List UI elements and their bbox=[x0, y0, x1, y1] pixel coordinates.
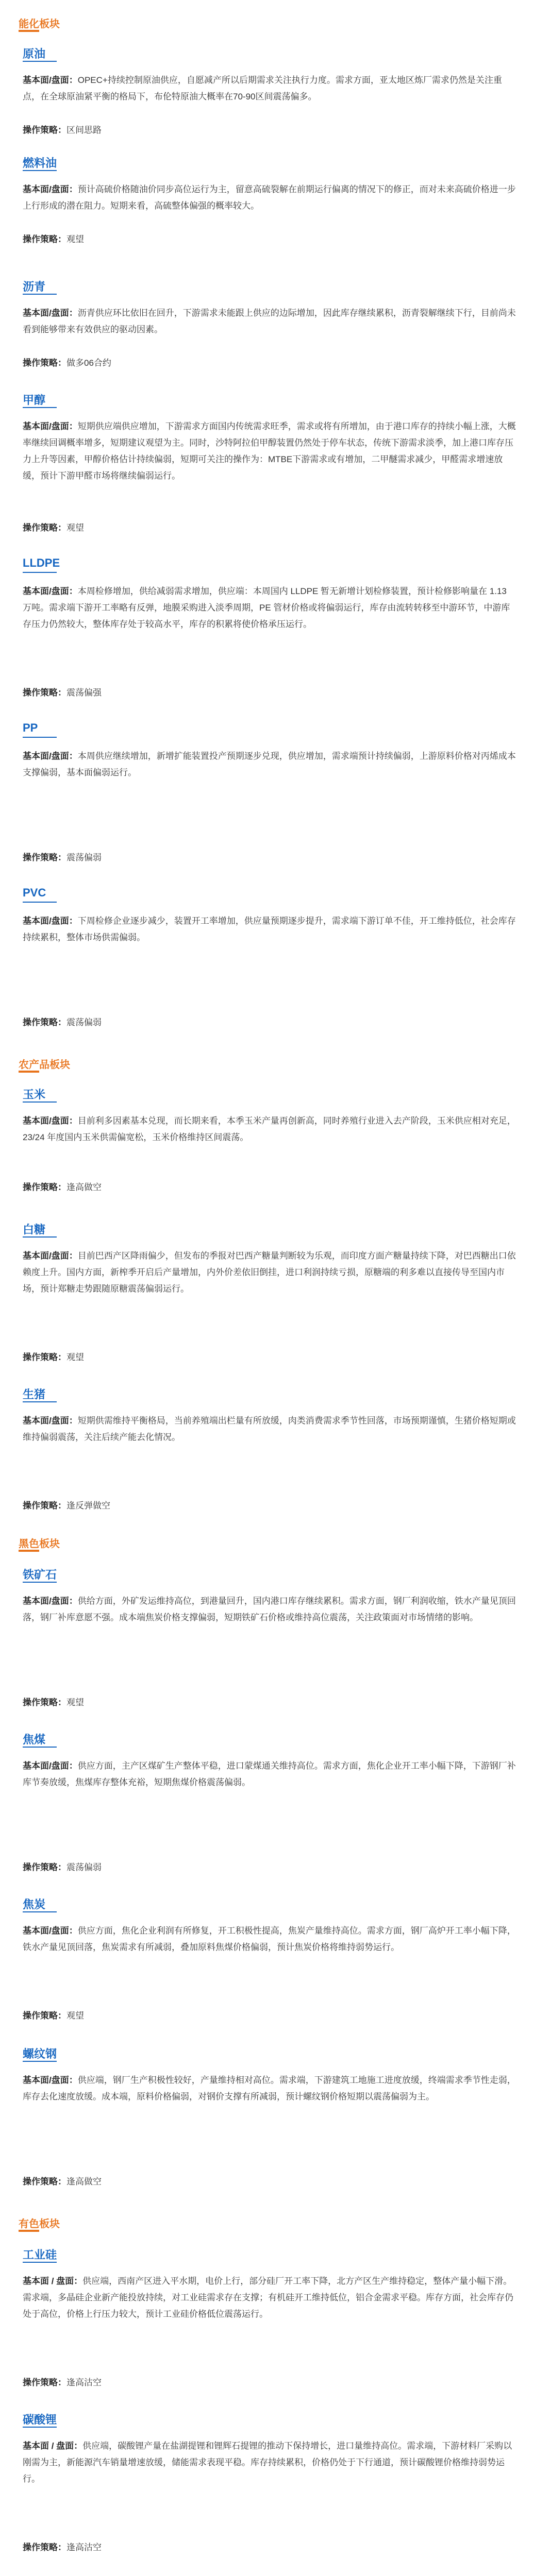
item-text-fuel: 基本面/盘面：预计高硫价格随油价同步高位运行为主，留意高硫裂解在前期运行偏离的情况下的修正，而对未来高硫价格进一步上行形成的潜在阻力。短期来看，高硫整体偏强的概率较大。 bbox=[23, 184, 516, 211]
item-text-methanol: 基本面/盘面：短期供应端供应增加，下游需求方面国内传统需求旺季，需求或将有所增加，由于港口库存的持续小幅上涨，大概率继续回调概率增多，短期建议观望为主。同时，沙特阿拉伯甲醇装置仍然处于停车状态，传统下游需求淡季，加上港口库存压力上升等因素，甲醇价格估计持续偏弱，短期可关注的操作为：MTBE下游需求或有增加，二甲醚需求减少，甲醛需求增速放缓，预计下游甲醛市场将继续偏弱运行。 bbox=[23, 421, 516, 481]
item-op-lldpe: 操作策略：震荡偏强 bbox=[23, 688, 102, 698]
item-op-pp: 操作策略：震荡偏弱 bbox=[23, 853, 102, 862]
item-text-lldpe: 基本面/盘面：本周检修增加，供给减弱需求增加，供应端：本周国内 LLDPE 暂无新增计划检修装置，预计检修影响量在 1.13 万吨。需求端下游开工率略有反弹，地膜采购进入淡季周期，PE 管材价格或将偏弱运行，库存由流转转移至中游环节，中游库存压力仍然较大，整体库存处于较高水平，库存的积累将使价格承压运行。 bbox=[23, 586, 510, 629]
item-op-hog: 操作策略：逢反弹做空 bbox=[23, 1501, 110, 1511]
item-text-iron: 基本面/盘面：供给方面，外矿发运维持高位，到港量回升，国内港口库存继续累积。需求方面，钢厂利润收缩，铁水产量见顶回落，钢厂补库意愿不强。成本端焦炭价格支撑偏弱，短期铁矿石价格或维持高位震荡，关注政策面对市场情绪的影响。 bbox=[23, 1596, 516, 1622]
item-text-crude: 基本面/盘面：OPEC+持续控制原油供应，自愿减产所以后期需求关注执行力度。需求方面，亚太地区炼厂需求仍然是关注重点，在全球原油紧平衡的格局下，布伦特原油大概率在70-90区间震荡偏多。 bbox=[23, 75, 502, 101]
item-title-sugar: 白糖 bbox=[23, 1223, 46, 1236]
item-underline bbox=[23, 1911, 57, 1912]
item-title-rebar: 螺纹钢 bbox=[23, 2047, 57, 2060]
item-op-coal: 操作策略：震荡偏弱 bbox=[23, 1862, 102, 1872]
item-title-pvc: PVC bbox=[23, 886, 46, 899]
item-underline bbox=[23, 1101, 57, 1103]
section-underline bbox=[19, 1550, 39, 1552]
item-underline bbox=[23, 572, 57, 573]
item-text-coal: 基本面/盘面：供应方面，主产区煤矿生产整体平稳，进口蒙煤通关维持高位。需求方面，焦化企业开工率小幅下降，下游钢厂补库节奏放缓，焦煤库存整体充裕，短期焦煤价格震荡偏弱。 bbox=[23, 1761, 516, 1787]
item-op-fuel: 操作策略：观望 bbox=[23, 234, 84, 244]
item-underline bbox=[23, 61, 57, 62]
section-underline bbox=[19, 30, 39, 32]
item-op-asphalt: 操作策略：做多06合约 bbox=[23, 358, 111, 368]
item-op-silicon: 操作策略：逢高沽空 bbox=[23, 2378, 102, 2387]
item-text-pp: 基本面/盘面：本周供应继续增加，新增扩能装置投产预期逐步兑现，供应增加，需求端预计持续偏弱，上游原料价格对丙烯成本支撑偏弱，基本面偏弱运行。 bbox=[23, 751, 516, 777]
item-op-methanol: 操作策略：观望 bbox=[23, 523, 84, 533]
item-title-corn: 玉米 bbox=[23, 1088, 46, 1101]
item-text-lithium: 基本面 / 盘面：供应端，碳酸锂产量在盐湖提锂和锂辉石提锂的推动下保持增长，进口量维持高位。需求端，下游材料厂采购以刚需为主，新能源汽车销量增速放缓，储能需求表现平稳。库存持续累积，价格仍处于下行通道，预计碳酸锂价格维持弱势运行。 bbox=[23, 2441, 512, 2484]
section-underline bbox=[19, 2230, 39, 2232]
item-underline bbox=[23, 294, 57, 295]
item-underline bbox=[23, 170, 57, 171]
item-title-hog: 生猪 bbox=[23, 1388, 46, 1401]
item-underline bbox=[23, 1236, 57, 1238]
item-underline bbox=[23, 407, 57, 408]
item-op-pvc: 操作策略：震荡偏弱 bbox=[23, 1018, 102, 1027]
item-text-coke: 基本面/盘面：供应方面，焦化企业利润有所修复，开工积极性提高，焦炭产量维持高位。需求方面，钢厂高炉开工率小幅下降，铁水产量见顶回落，焦炭需求有所减弱，叠加原料焦煤价格偏弱，预计焦炭价格将维持弱势运行。 bbox=[23, 1926, 516, 1952]
item-title-pp: PP bbox=[23, 721, 38, 734]
item-title-coke: 焦炭 bbox=[23, 1898, 46, 1911]
section-title-nonferrous: 有色板块 bbox=[19, 2218, 60, 2230]
item-title-lldpe: LLDPE bbox=[23, 556, 60, 569]
item-title-iron: 铁矿石 bbox=[23, 1568, 57, 1581]
item-underline bbox=[23, 1401, 57, 1402]
item-underline bbox=[23, 2262, 57, 2263]
item-underline bbox=[23, 2061, 57, 2062]
item-underline bbox=[23, 2427, 57, 2428]
item-underline bbox=[23, 902, 57, 903]
item-op-lithium: 操作策略：逢高沽空 bbox=[23, 2543, 102, 2552]
item-text-rebar: 基本面/盘面：供应端，钢厂生产积极性较好，产量维持相对高位。需求端，下游建筑工地施工进度放缓，终端需求季节性走弱，库存去化速度放缓。成本端，原料价格偏弱，对钢价支撑有所减弱，预计螺纹钢价格短期以震荡偏弱为主。 bbox=[23, 2075, 516, 2102]
item-op-corn: 操作策略：逢高做空 bbox=[23, 1182, 102, 1192]
item-title-crude: 原油 bbox=[23, 47, 46, 60]
item-text-asphalt: 基本面/盘面：沥青供应环比依旧在回升，下游需求未能跟上供应的边际增加，因此库存继续累积，沥青裂解继续下行，目前尚未看到能够带来有效供应的驱动因素。 bbox=[23, 308, 516, 334]
item-op-iron: 操作策略：观望 bbox=[23, 1698, 84, 1707]
item-text-corn: 基本面/盘面：目前利多因素基本兑现，而长期来看，本季玉米产量再创新高，同时养殖行业进入去产阶段，玉米供应相对充足，23/24 年度国内玉米供需偏宽松，玉米价格维持区间震荡。 bbox=[23, 1116, 516, 1142]
item-op-rebar: 操作策略：逢高做空 bbox=[23, 2177, 102, 2187]
item-op-crude: 操作策略：区间思路 bbox=[23, 125, 102, 135]
section-title-ferrous: 黑色板块 bbox=[19, 1538, 60, 1550]
item-text-pvc: 基本面/盘面：下周检修企业逐步减少，装置开工率增加，供应量预期逐步提升，需求端下游订单不佳，开工维持低位，社会库存持续累积，整体市场供需偏弱。 bbox=[23, 916, 516, 942]
item-title-lithium: 碳酸锂 bbox=[23, 2413, 57, 2426]
item-title-fuel: 燃料油 bbox=[23, 157, 57, 170]
section-underline bbox=[19, 1071, 39, 1073]
item-text-sugar: 基本面/盘面：目前巴西产区降雨偏少，但发布的季报对巴西产糖量判断较为乐观，而印度方面产糖量持续下降，对巴西糖出口依赖度上升。国内方面，新榨季开启后产量增加，内外价差依旧倒挂，进口利润持续亏损，原糖端的利多难以直接传导至国内市场，预计郑糖走势跟随原糖震荡偏弱运行。 bbox=[23, 1251, 516, 1294]
item-text-silicon: 基本面 / 盘面：供应端，西南产区进入平水期，电价上行，部分硅厂开工率下降，北方产区生产维持稳定，整体产量小幅下滑。需求端，多晶硅企业新产能投放持续，对工业硅需求存在支撑；有机硅开工维持低位，铝合金需求平稳。库存方面，社会库存仍处于高位，价格上行压力较大，预计工业硅价格低位震荡运行。 bbox=[23, 2276, 513, 2319]
item-title-silicon: 工业硅 bbox=[23, 2248, 57, 2261]
item-op-coke: 操作策略：观望 bbox=[23, 2011, 84, 2021]
item-title-coal: 焦煤 bbox=[23, 1733, 46, 1746]
item-op-sugar: 操作策略：观望 bbox=[23, 1352, 84, 1362]
section-title-agri: 农产品板块 bbox=[19, 1059, 70, 1071]
item-text-hog: 基本面/盘面：短期供需维持平衡格局，当前养殖端出栏量有所放缓，肉类消费需求季节性回落，市场预期谨慎，生猪价格短期或维持偏弱震荡，关注后续产能去化情况。 bbox=[23, 1416, 516, 1442]
item-title-methanol: 甲醇 bbox=[23, 394, 46, 406]
item-underline bbox=[23, 737, 57, 738]
item-title-asphalt: 沥青 bbox=[23, 280, 46, 293]
item-underline bbox=[23, 1747, 57, 1748]
section-title-energy: 能化板块 bbox=[19, 19, 60, 30]
item-underline bbox=[23, 1582, 57, 1583]
